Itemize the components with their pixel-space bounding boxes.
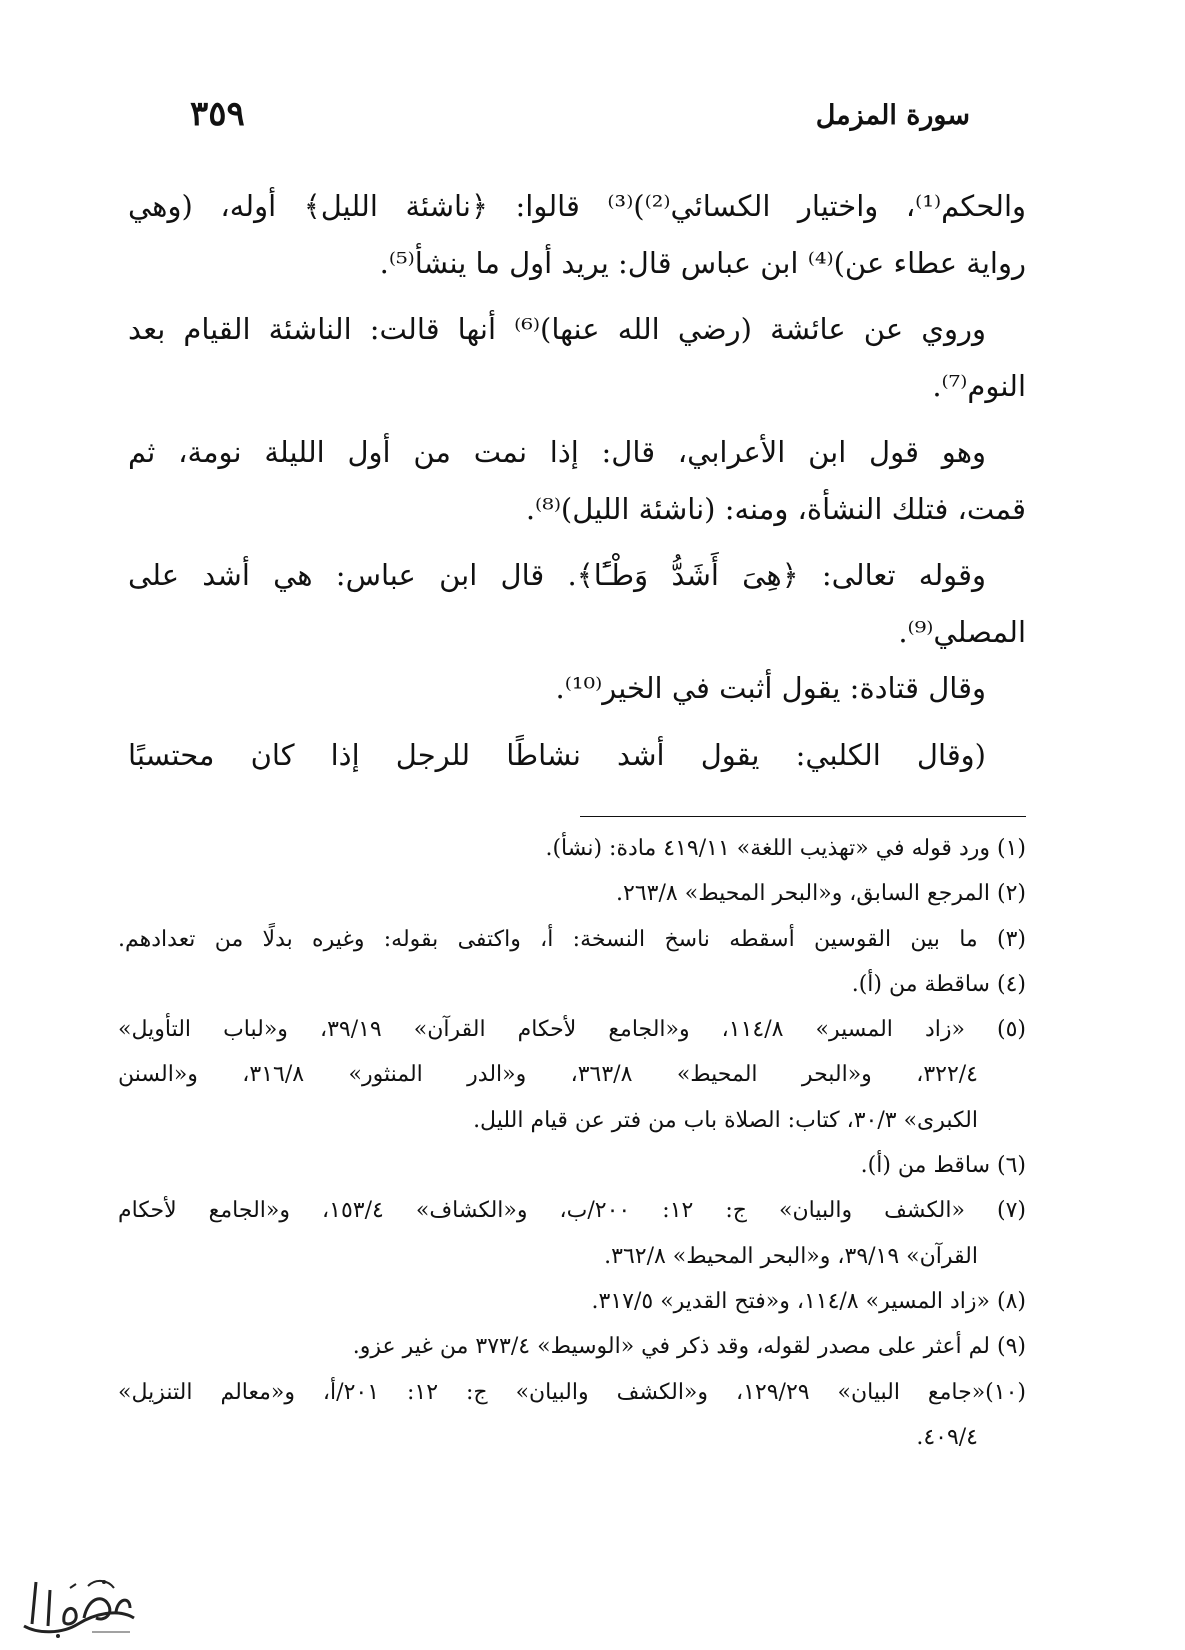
text-line: وروي عن عائشة (رضي الله عنها)⁽⁶⁾ أنها قالت: الناشئة القيام بعد <box>128 312 986 346</box>
main-text <box>128 178 1026 783</box>
footnote-line: (٨) «زاد المسير» ١١٤/٨، و«فتح القدير» ٣١٧/٥. <box>591 1288 1026 1314</box>
text-line: (وقال الكلبي: يقول أشد نشاطًا للرجل إذا كان محتسبًا <box>128 737 986 772</box>
footnote-line: القرآن» ٣٩/١٩، و«البحر المحيط» ٣٦٢/٨. <box>604 1243 978 1269</box>
footnote-line: (٣) ما بين القوسين أسقطه ناسخ النسخة: أ، واكتفى بقوله: وغيره بدلًا من تعدادهم. <box>118 926 1026 952</box>
page-number: ٣٥٩ <box>190 94 245 134</box>
footnote-separator <box>580 816 1026 817</box>
running-title: سورة المزمل <box>815 100 970 131</box>
footnote-line: (١٠)«جامع البيان» ١٢٩/٢٩، و«الكشف والبيان» ج: ١٢: ٢٠١/أ، و«معالم التنزيل» <box>118 1379 1026 1405</box>
text-line: وقوله تعالى: ﴿هِىَ أَشَدُّ وَطْـًٔا﴾. قال ابن عباس: هي أشد على <box>128 558 986 592</box>
footnote-line: (٦) ساقط من (أ). <box>860 1153 1026 1179</box>
footnote-line: ٣٢٢/٤، و«البحر المحيط» ٣٦٣/٨، و«الدر المنثور» ٣١٦/٨، و«السنن <box>118 1062 978 1088</box>
text-line: المصلي⁽⁹⁾. <box>898 614 1026 649</box>
page-header <box>190 94 970 150</box>
footnote-line: الكبرى» ٣٠/٣، كتاب: الصلاة باب من فتر عن قيام الليل. <box>473 1107 978 1133</box>
text-line: رواية عطاء عن)⁽⁴⁾ ابن عباس قال: يريد أول ما ينشأ⁽⁵⁾. <box>379 245 1026 280</box>
text-line: النوم⁽⁷⁾. <box>932 368 1026 403</box>
text-line: وقال قتادة: يقول أثبت في الخير⁽¹⁰⁾. <box>555 671 986 705</box>
footnote-line: (٤) ساقطة من (أ). <box>851 971 1026 997</box>
footnote-line: (٩) لم أعثر على مصدر لقوله، وقد ذكر في «الوسيط» ٣٧٣/٤ من غير عزو. <box>352 1334 1026 1360</box>
footnotes <box>118 826 1026 1460</box>
footnote-line: ٤٠٩/٤. <box>916 1424 978 1450</box>
footnote-line: (٥) «زاد المسير» ١١٤/٨، و«الجامع لأحكام القرآن» ٣٩/١٩، و«لباب التأويل» <box>118 1017 1026 1043</box>
calligraphy-stamp-icon <box>18 1568 140 1642</box>
text-line: والحكم⁽¹⁾، واختيار الكسائي⁽²⁾)⁽³⁾ قالوا: ﴿ناشئة الليل﴾ أوله، (وهي <box>128 189 1026 223</box>
footnote-line: (١) ورد قوله في «تهذيب اللغة» ٤١٩/١١ مادة: (نشأ). <box>545 836 1026 861</box>
footnote-line: (٢) المرجع السابق، و«البحر المحيط» ٢٦٣/٨. <box>616 881 1026 907</box>
text-line: وهو قول ابن الأعرابي، قال: إذا نمت من أول الليلة نومة، ثم <box>128 435 986 469</box>
text-line: قمت، فتلك النشأة، ومنه: (ناشئة الليل)⁽⁸⁾. <box>525 491 1026 526</box>
footnote-line: (٧) «الكشف والبيان» ج: ١٢: ٢٠٠/ب، و«الكشاف» ١٥٣/٤، و«الجامع لأحكام <box>118 1198 1026 1224</box>
